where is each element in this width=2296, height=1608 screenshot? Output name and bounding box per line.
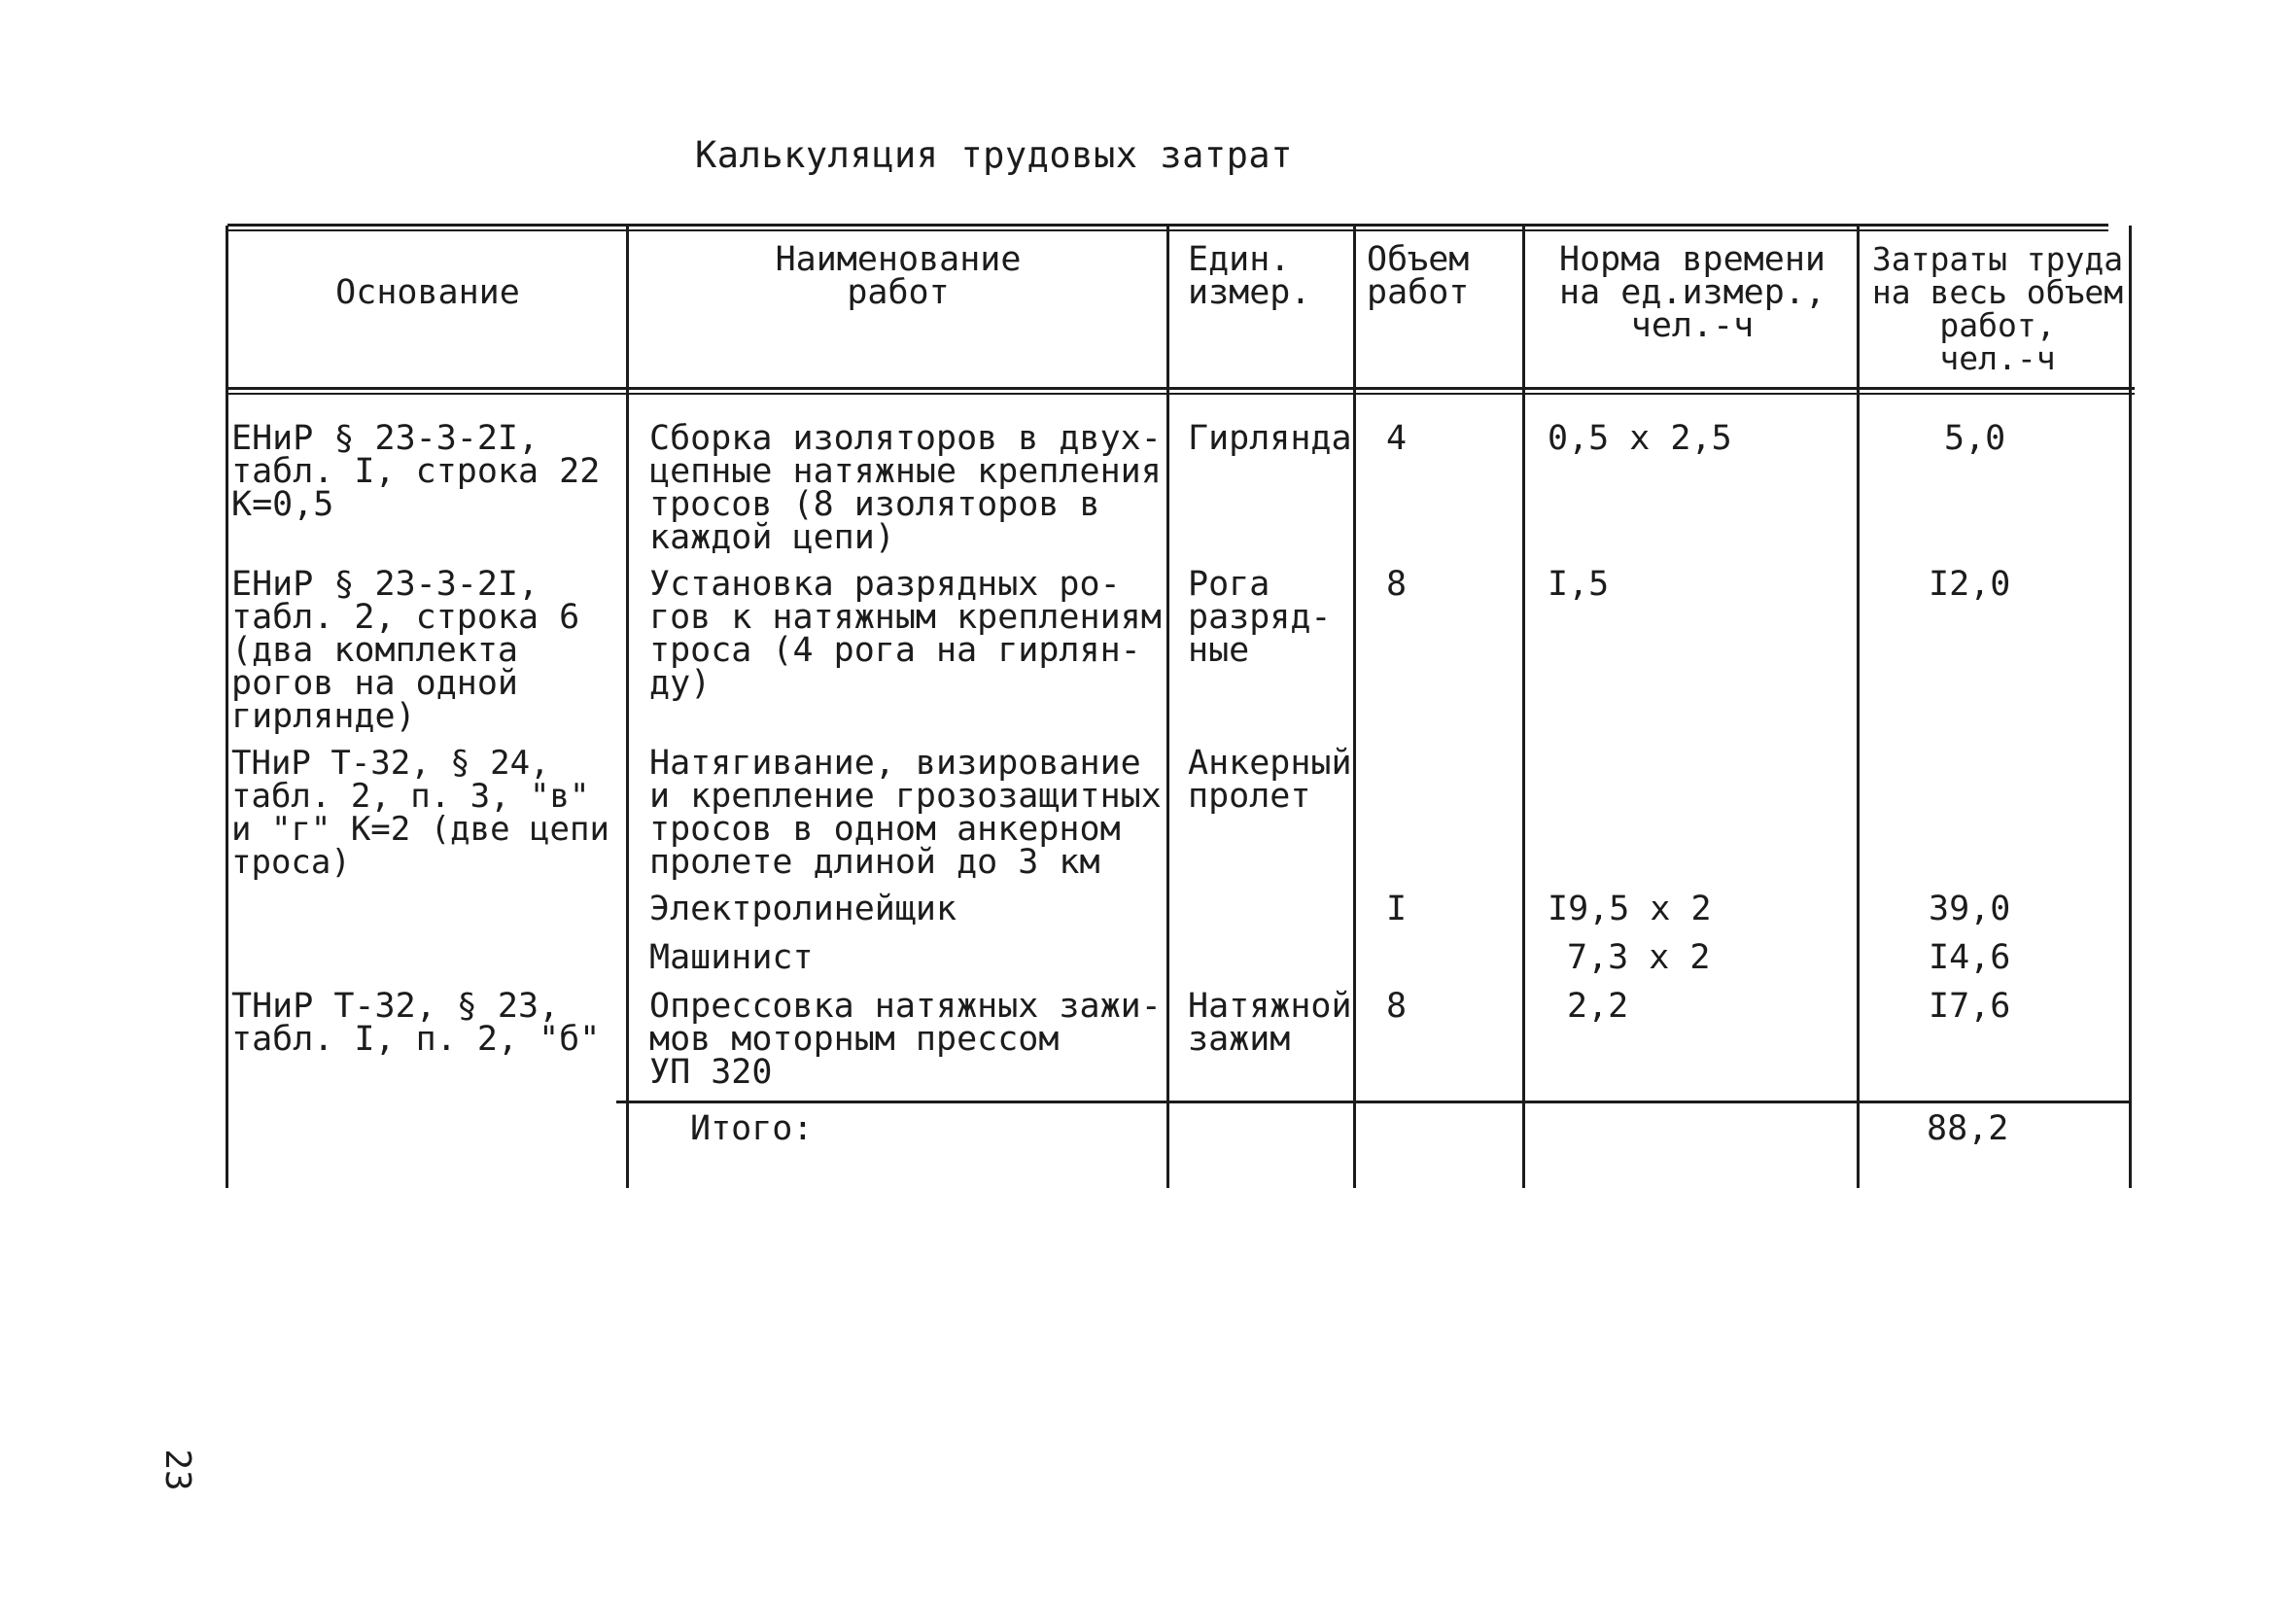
row6-volume: 8 bbox=[1386, 987, 1408, 1026]
row3-basis: ТНиР Т-32, § 24, табл. 2, п. 3, "в" и "г" К=2 (две цепи троса) bbox=[231, 744, 609, 882]
row6-unit: Натяжной зажим bbox=[1188, 987, 1352, 1059]
column-rule-basis bbox=[626, 226, 629, 1188]
row6-basis: ТНиР Т-32, § 23, табл. I, п. 2, "б" bbox=[231, 987, 601, 1059]
document-title: Калькуляция трудовых затрат bbox=[695, 134, 1293, 176]
row3-unit: Анкерный пролет bbox=[1188, 744, 1352, 816]
row4-volume: I bbox=[1386, 890, 1408, 928]
header-labor: Затраты труда на весь объем работ, чел.-ч bbox=[1871, 240, 2124, 377]
row4-norm: I9,5 x 2 bbox=[1548, 890, 1712, 928]
page-number: 23 bbox=[157, 1449, 197, 1491]
row4-work-name: Электролинейщик bbox=[649, 890, 957, 928]
row2-work-name: Установка разрядных ро- гов к натяжным креплениям троса (4 рога на гирлян- ду) bbox=[649, 565, 1162, 703]
total-label: Итого: bbox=[690, 1109, 814, 1148]
row1-basis: ЕНиР § 23-3-2I, табл. I, строка 22 К=0,5 bbox=[231, 419, 601, 524]
row1-norm: 0,5 x 2,5 bbox=[1548, 419, 1732, 458]
header-volume: Объем работ bbox=[1367, 240, 1470, 312]
row5-labor: I4,6 bbox=[1929, 938, 2011, 977]
row3-work-name: Натягивание, визирование и крепление грозозащитных тросов в одном анкерном пролете длиной до 3 км bbox=[649, 744, 1162, 882]
row6-norm: 2,2 bbox=[1567, 987, 1629, 1026]
row2-norm: I,5 bbox=[1548, 565, 1610, 604]
header-norm: Норма времени на ед.измер., чел.-ч bbox=[1559, 240, 1826, 345]
row4-labor: 39,0 bbox=[1929, 890, 2011, 928]
row1-work-name: Сборка изоляторов в двух- цепные натяжные крепления тросов (8 изоляторов в каждой цепи) bbox=[649, 419, 1162, 557]
row6-work-name: Опрессовка натяжных зажи- мов моторным прессом УП 320 bbox=[649, 987, 1162, 1092]
row6-labor: I7,6 bbox=[1929, 987, 2011, 1026]
header-bottom-rule bbox=[227, 387, 2135, 390]
header-bottom-rule-inner bbox=[227, 393, 2135, 395]
row2-basis: ЕНиР § 23-3-2I, табл. 2, строка 6 (два комплекта рогов на одной гирлянде) bbox=[231, 565, 580, 736]
column-rule-work bbox=[1166, 226, 1169, 1188]
header-basis: Основание bbox=[335, 273, 520, 312]
row2-volume: 8 bbox=[1386, 565, 1408, 604]
row1-volume: 4 bbox=[1386, 419, 1408, 458]
row2-labor: I2,0 bbox=[1929, 565, 2011, 604]
column-rule-volume bbox=[1522, 226, 1525, 1188]
row5-work-name: Машинист bbox=[649, 938, 814, 977]
row1-unit: Гирлянда bbox=[1188, 419, 1352, 458]
header-work-name: Наименование работ bbox=[775, 240, 1022, 312]
column-rule-unit bbox=[1353, 226, 1356, 1188]
row1-labor: 5,0 bbox=[1944, 419, 2006, 458]
total-labor: 88,2 bbox=[1927, 1109, 2009, 1148]
row5-norm: 7,3 x 2 bbox=[1567, 938, 1711, 977]
row2-unit: Рога разряд- ные bbox=[1188, 565, 1332, 670]
total-top-rule bbox=[616, 1101, 2129, 1103]
column-rule-left bbox=[226, 226, 228, 1188]
header-unit: Един. измер. bbox=[1188, 240, 1311, 312]
